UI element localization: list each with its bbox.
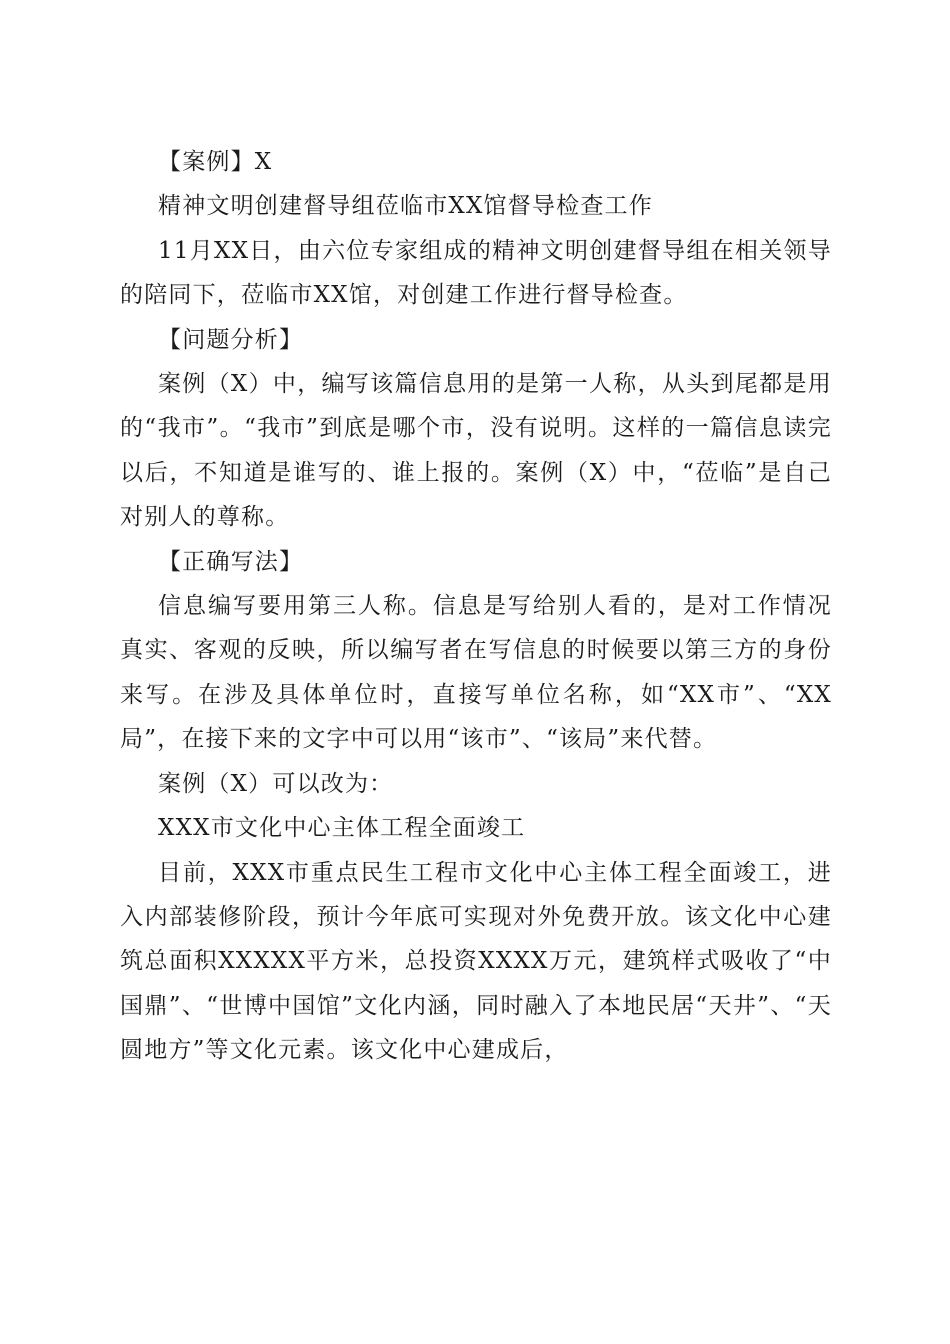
correct-body-paragraph: 信息编写要用第三人称。信息是写给别人看的，是对工作情况真实、客观的反映，所以编写者在写信息的时候要以第三方的身份来写。在涉及具体单位时，直接写单位名称，如“XX市”、“XX局”，在接下来的文字中可以用“该市”、“该局”来代替。 [120,593,832,753]
analysis-heading: 【问题分析】 [158,326,304,353]
case-label: 【案例】X [158,149,273,175]
document-body [120,140,832,1073]
case-body-paragraph: 11月XX日，由六位专家组成的精神文明创建督导组在相关领导的陪同下，莅临市XX馆，对创建工作进行督导检查。 [120,237,832,309]
revision-intro: 案例（X）可以改为： [158,770,394,797]
revised-title: XXX市文化中心主体工程全面竣工 [158,815,526,842]
analysis-body-paragraph: 案例（X）中，编写该篇信息用的是第一人称，从头到尾都是用的“我市”。“我市”到底是哪个市，没有说明。这样的一篇信息读完以后，不知道是谁写的、谁上报的。案例（X）中，“莅临”是自己对别人的尊称。 [120,371,832,531]
case-title: 精神文明创建督导组莅临市XX馆督导检查工作 [158,193,653,220]
revised-body-paragraph: 目前，XXX市重点民生工程市文化中心主体工程全面竣工，进入内部装修阶段，预计今年底可实现对外免费开放。该文化中心建筑总面积XXXXX平方米，总投资XXXX万元，建筑样式吸收了“中国鼎”、“世博中国馆”文化内涵，同时融入了本地民居“天井”、“天圆地方”等文化元素。该文化中心建成后， [120,859,832,1064]
correct-heading: 【正确写法】 [158,548,304,575]
